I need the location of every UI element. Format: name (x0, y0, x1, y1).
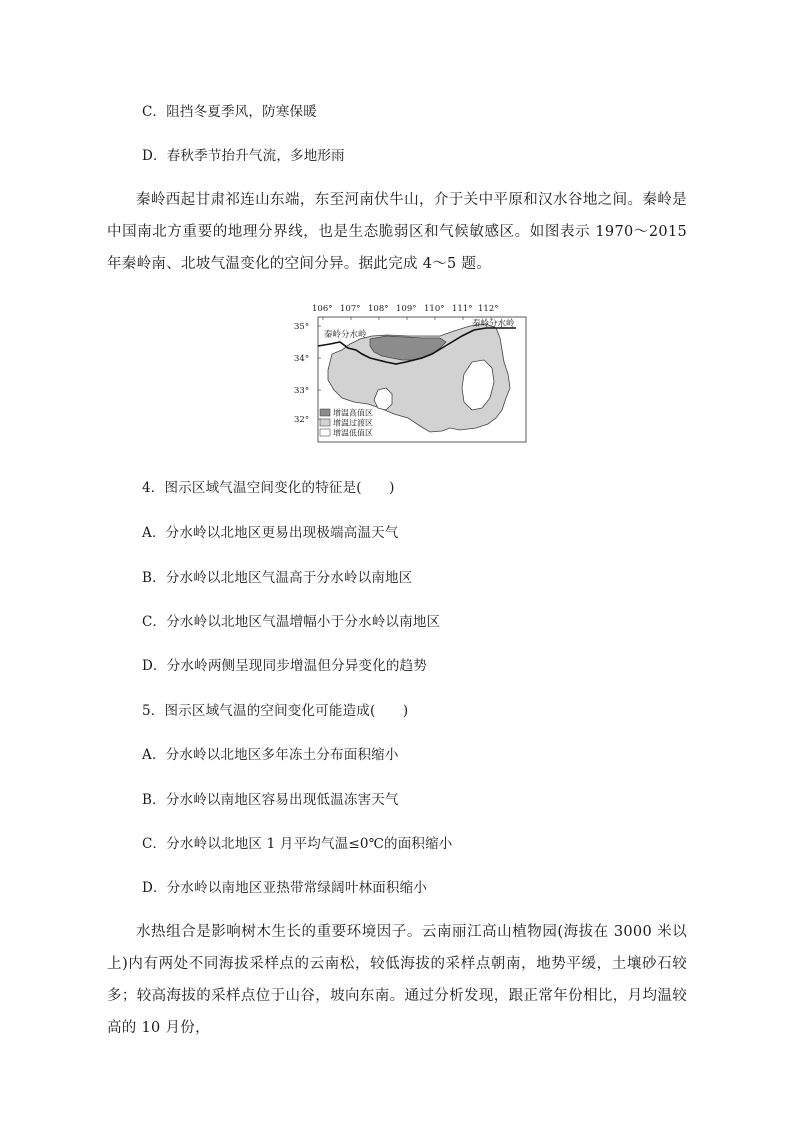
q4-option-d: D．分水岭两侧呈现同步增温但分异变化的趋势 (142, 658, 428, 674)
q5-option-b: B．分水岭以南地区容易出现低温冻害天气 (142, 792, 399, 808)
lon-label-110: 110° (424, 304, 445, 314)
q4-option-a: A．分水岭以北地区更易出现极端高温天气 (142, 525, 399, 541)
lat-label-33: 33° (294, 386, 310, 396)
q5-stem: 5．图示区域气温的空间变化可能造成( ) (142, 703, 409, 719)
q5-option-d: D．分水岭以南地区亚热带常绿阔叶林面积缩小 (142, 880, 428, 896)
lon-label-109: 109° (396, 304, 417, 314)
map-svg (290, 298, 532, 446)
temperature-change-map (290, 298, 532, 446)
legend-label-high: 增温高值区 (333, 408, 373, 418)
intro-text: 秦岭西起甘肃祁连山东端，东至河南伏牛山，介于关中平原和汉水谷地之间。秦岭是中国南北方重要的地理分界线，也是生态脆弱区和气候敏感区。如图表示 1970～2015 年秦岭南、北坡气温变化的空间分异。据此完成 4～5 题。 (107, 192, 687, 272)
legend-swatch-high (320, 409, 330, 416)
legend-label-transition: 增温过渡区 (333, 418, 373, 428)
lat-label-32: 32° (294, 415, 310, 425)
q3-option-c: C．阻挡冬夏季风，防寒保暖 (142, 104, 317, 120)
lon-label-112: 112° (478, 304, 499, 314)
lat-label-34: 34° (294, 354, 310, 364)
q3-option-d: D．春秋季节抬升气流，多地形雨 (142, 148, 345, 164)
q5-option-c: C．分水岭以北地区 1 月平均气温≤0℃的面积缩小 (142, 836, 453, 852)
lon-label-108: 108° (368, 304, 389, 314)
closing-paragraph (107, 916, 687, 1044)
legend-label-low: 增温低值区 (333, 428, 373, 438)
lon-label-106: 106° (312, 304, 333, 314)
watershed-label-west: 秦岭分水岭 (324, 330, 367, 340)
watershed-label-east: 秦岭分水岭 (472, 319, 515, 329)
closing-text: 水热组合是影响树木生长的重要环境因子。云南丽江高山植物园(海拔在 3000 米以上)内有两处不同海拔采样点的云南松，较低海拔的采样点朝南，地势平缓，土壤砂石较多；较高海拔的采样点位于山谷，坡向东南。通过分析发现，跟正常年份相比，月均温较高的 10 月份， (107, 924, 687, 1036)
legend-swatch-low (320, 429, 330, 436)
lon-label-111: 111° (452, 304, 473, 314)
intro-paragraph (107, 184, 687, 280)
q4-option-c: C．分水岭以北地区气温增幅小于分水岭以南地区 (142, 614, 441, 630)
legend-swatch-transition (320, 419, 330, 426)
q5-option-a: A．分水岭以北地区多年冻土分布面积缩小 (142, 747, 399, 763)
lon-label-107: 107° (340, 304, 361, 314)
q4-option-b: B．分水岭以北地区气温高于分水岭以南地区 (142, 570, 413, 586)
q4-stem: 4．图示区域气温空间变化的特征是( ) (142, 480, 395, 496)
lat-label-35: 35° (294, 322, 310, 332)
